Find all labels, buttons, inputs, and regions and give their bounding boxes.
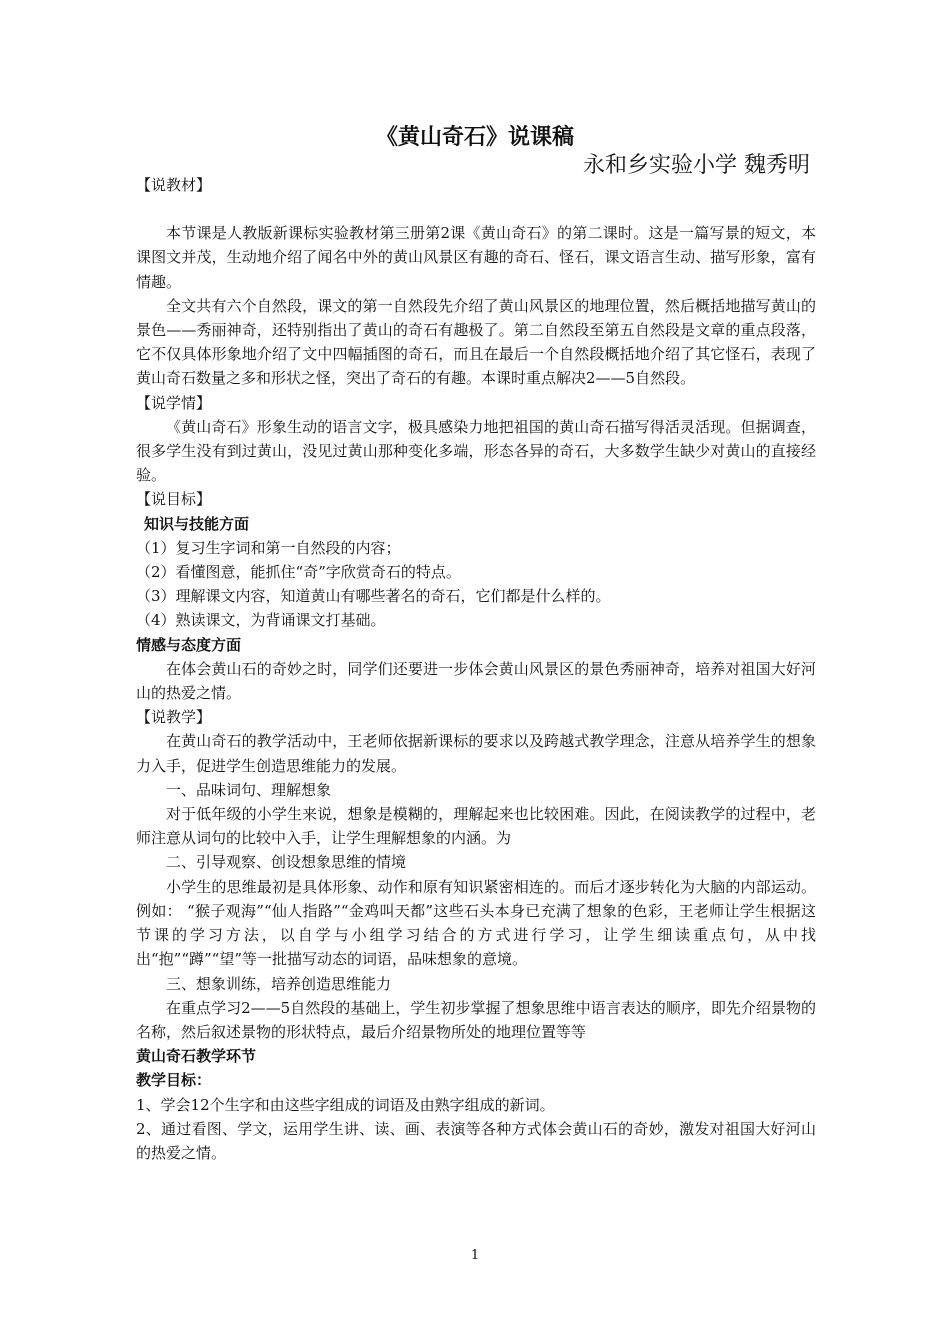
subheading-zhishi: 知识与技能方面 [144, 514, 250, 533]
blank-line [136, 197, 816, 221]
paragraph: 小学生的思维最初是具体形象、动作和原有知识紧密相连的。而后才逐步转化为大脑的内部运动。例如： “猴子观海”“仙人指路”“金鸡叫天都”这些石头本身已充满了想象的色彩，王老师让学生根据这节课的学习方法，以自学与小组学习结合的方式进行学习，让学生细读重点句，从中找出“抱”“蹲”“望”等一批描写动态的词语，品味想象的意境。 [136, 877, 816, 969]
section-heading-xueqing: 【说学情】 [136, 393, 212, 412]
subsection-title: 二、引导观察、创设想象思维的情境 [166, 853, 407, 872]
section-heading-jiaoxue: 【说教学】 [136, 708, 212, 727]
subheading-huanjie: 黄山奇石教学环节 [136, 1047, 257, 1066]
paragraph: 《黄山奇石》形象生动的语言文字，极具感染力地把祖国的黄山奇石描写得活灵活现。但据调查，很多学生没有到过黄山，没见过黄山那种变化多端，形态各异的奇石，大多数学生缺少对黄山的直接经验。 [136, 417, 816, 485]
subsection-title: 一、品味词句、理解想象 [166, 780, 332, 799]
section-heading-mubiao: 【说目标】 [136, 490, 212, 509]
paragraph: 在重点学习2——5自然段的基础上，学生初步掌握了想象思维中语言表达的顺序，即先介绍景物的名称，然后叙述景物的形状特点，最后介绍景物所处的地理位置等等 [136, 998, 816, 1041]
page-title: 《黄山奇石》说课稿 [375, 125, 574, 150]
paragraph: 在体会黄山石的奇妙之时，同学们还要进一步体会黄山风景区的景色秀丽神奇，培养对祖国大好河山的热爱之情。 [136, 659, 816, 703]
list-item: （3）理解课文内容，知道黄山有哪些著名的奇石，它们都是什么样的。 [136, 587, 611, 606]
list-item: 2、通过看图、学文，运用学生讲、读、画、表演等各种方式体会黄山石的奇妙，激发对祖国大好河山的热爱之情。 [136, 1119, 816, 1162]
section-heading-jiaocai: 【说教材】 [136, 176, 212, 194]
list-item: （1）复习生字词和第一自然段的内容； [136, 538, 401, 557]
subheading-qinggan: 情感与态度方面 [136, 635, 242, 654]
paragraph: 在黄山奇石的教学活动中，王老师依据新课标的要求以及跨越式教学理念，注意从培养学生的想象力入手，促进学生创造思维能力的发展。 [136, 732, 816, 775]
paragraph: 对于低年级的小学生来说，想象是模糊的，理解起来也比较困难。因此，在阅读教学的过程中，老师注意从词句的比较中入手，让学生理解想象的内涵。为 [136, 805, 816, 848]
list-item: （4）熟读课文，为背诵课文打基础。 [136, 611, 386, 630]
paragraph: 本节课是人教版新课标实验教材第三册第2课《黄山奇石》的第二课时。这是一篇写景的短文，本课图文并茂，生动地介绍了闻名中外的黄山风景区有趣的奇石、怪石，课文语言生动、描写形象，富有情趣。 [136, 224, 816, 291]
list-item: 1、学会12个生字和由这些字组成的词语及由熟字组成的新词。 [136, 1095, 555, 1114]
subheading-jxmb: 教学目标： [136, 1071, 212, 1090]
page-number: 1 [470, 1248, 480, 1263]
paragraph: 全文共有六个自然段，课文的第一自然段先介绍了黄山风景区的地理位置，然后概括地描写黄山的景色——秀丽神奇，还特别指出了黄山的奇石有趣极了。第二自然段至第五自然段是文章的重点段落，它不仅具体形象地介绍了文中四幅插图的奇石，而且在最后一个自然段概括地介绍了其它怪石，表现了黄山奇石数量之多和形状之怪，突出了奇石的有趣。本课时重点解决2——5自然段。 [136, 296, 816, 388]
list-item: （2）看懂图意，能抓住“奇”字欣赏奇石的特点。 [136, 563, 461, 582]
author-line: 永和乡实验小学 魏秀明 [583, 153, 810, 178]
subsection-title: 三、想象训练，培养创造思维能力 [166, 974, 392, 993]
document-body [136, 173, 816, 1165]
